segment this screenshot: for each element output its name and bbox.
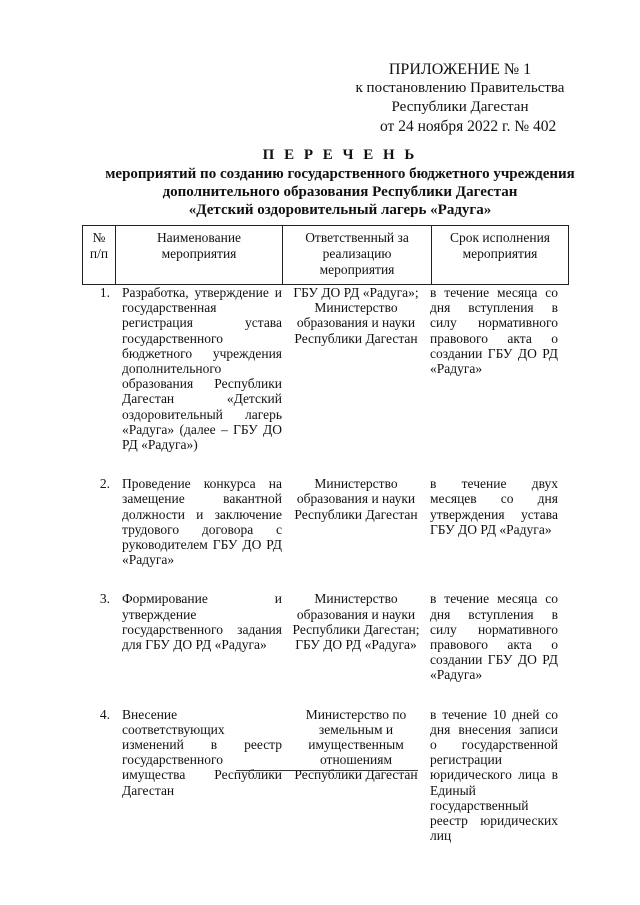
- end-divider-line: [236, 770, 418, 771]
- table-row: [82, 476, 562, 567]
- header-term: Срок исполнения мероприятия: [432, 226, 569, 285]
- row-term: в течение месяца со дня вступления в силу нормативного правового акта о создании ГБУ ДО РД «Радуга»: [430, 285, 558, 377]
- document-title: [60, 146, 620, 219]
- row-term: в течение двух месяцев со дня утверждения устава ГБУ ДО РД «Радуга»: [430, 476, 558, 537]
- row-responsible: Министерство образования и науки Республики Дагестан: [294, 476, 418, 522]
- row-measure: Разработка, утверждение и государственная регистрация устава государственного бюджетного учреждения дополнительного образования Республики Дагестан «Детский оздоровительный лагерь «Радуга» (далее – ГБУ ДО РД «Радуга»): [122, 285, 282, 453]
- row-responsible: Министерство по земельным и имущественным отношениям Республики Дагестан: [294, 706, 418, 783]
- appendix-number: ПРИЛОЖЕНИЕ № 1: [388, 61, 532, 78]
- appendix-block: [350, 60, 570, 117]
- table-row: [82, 707, 562, 844]
- measures-table: [82, 285, 562, 844]
- row-measure: Внесение соответствующих изменений в реестр государственного имущества Республики Дагестан: [122, 706, 282, 798]
- row-number: 1.: [99, 285, 110, 300]
- decree-date: от 24 ноября 2022 г. № 402: [380, 118, 557, 135]
- row-responsible: ГБУ ДО РД «Радуга»; Министерство образования и науки Республики Дагестан: [293, 285, 419, 346]
- row-number: 2.: [99, 476, 110, 492]
- table-row: [82, 285, 562, 452]
- row-term: в течение месяца со дня вступления в силу нормативного правового акта о создании ГБУ ДО РД «Радуга»: [430, 591, 558, 683]
- header-name: Наименование мероприятия: [116, 226, 283, 285]
- header-num: № п/п: [83, 226, 116, 285]
- title-line-1: мероприятий по созданию государственного бюджетного учреждения: [105, 166, 575, 182]
- row-number: 4.: [99, 706, 110, 722]
- row-term: в течение 10 дней со дня внесения записи о государственной регистрации юридического лица в Единый государственный реестр юридических лиц: [430, 706, 558, 844]
- row-responsible: Министерство образования и науки Республики Дагестан; ГБУ ДО РД «Радуга»: [292, 591, 420, 653]
- appendix-decree-ref: к постановлению Правительства: [355, 80, 565, 96]
- row-measure: Формирование и утверждение государственного задания для ГБУ ДО РД «Радуга»: [122, 591, 282, 653]
- appendix-republic: Республики Дагестан: [391, 99, 529, 115]
- title-heading: П Е Р Е Ч Е Н Ь: [262, 147, 418, 163]
- table-header: [82, 225, 569, 285]
- table-row: [82, 591, 562, 682]
- title-line-3: «Детский оздоровительный лагерь «Радуга»: [188, 202, 492, 218]
- row-number: 3.: [99, 591, 110, 607]
- title-line-2: дополнительного образования Республики Дагестан: [162, 184, 518, 200]
- header-responsible: Ответственный за реализацию мероприятия: [283, 226, 432, 285]
- row-measure: Проведение конкурса на замещение вакантной должности и заключение трудового договора с руководителем ГБУ ДО РД «Радуга»: [122, 476, 282, 568]
